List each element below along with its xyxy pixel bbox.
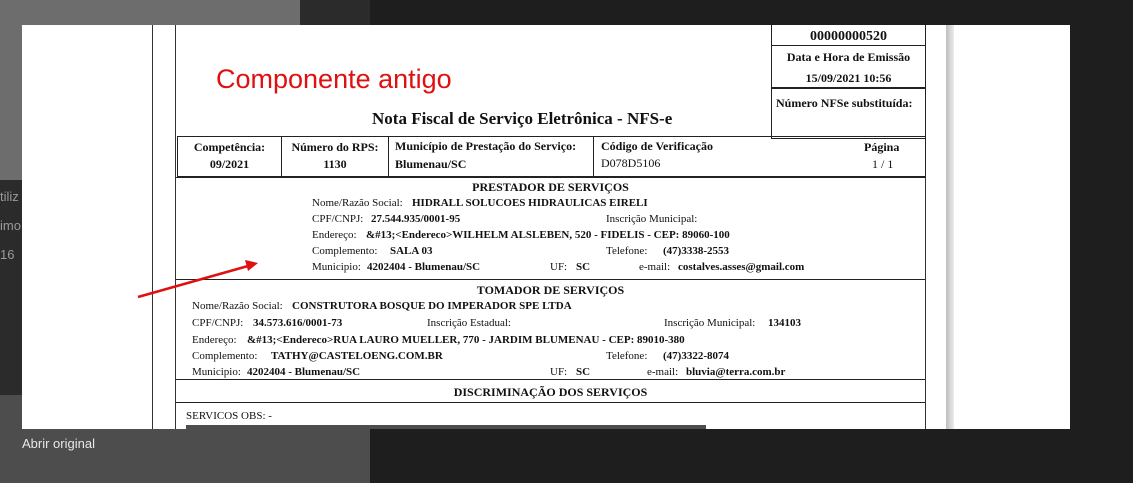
prestador-municipio-label: Municipio:: [312, 261, 361, 273]
tomador-email-label: e-mail:: [647, 366, 679, 378]
background-side-text: tiliz imo 16: [0, 189, 21, 262]
servicos-obs: SERVICOS OBS: -: [186, 410, 272, 422]
tomador-telefone-label: Telefone:: [606, 350, 648, 362]
emission-date-label: Data e Hora de Emissão: [786, 50, 911, 64]
prestador-municipio-value: 4202404 - Blumenau/SC: [367, 261, 481, 273]
tomador-email-value: bluvia@terra.com.br: [686, 366, 786, 378]
municipio-prestacao-value: Blumenau/SC: [395, 157, 467, 171]
codigo-verificacao-value: D078D5106: [601, 156, 661, 170]
municipio-prestacao-label: Município de Prestação do Serviço:: [395, 139, 577, 153]
emission-date-value: 15/09/2021 10:56: [805, 71, 892, 85]
open-original-link[interactable]: Abrir original: [22, 436, 95, 451]
annotation-label: Componente antigo: [216, 64, 452, 94]
prestador-telefone-value: (47)3338-2553: [663, 245, 729, 257]
tomador-complemento-label: Complemento:: [192, 350, 258, 362]
tomador-complemento-value: TATHY@CASTELOENG.COM.BR: [271, 350, 443, 362]
tomador-im-value: 134103: [768, 317, 801, 329]
tomador-municipio-label: Municipio:: [192, 366, 241, 378]
prestador-nome-value: HIDRALL SOLUCOES HIDRAULICAS EIRELI: [412, 197, 648, 209]
prestador-nome-label: Nome/Razão Social:: [312, 197, 403, 209]
tomador-ie-label: Inscrição Estadual:: [427, 317, 511, 329]
invoice-title: Nota Fiscal de Serviço Eletrônica - NFS-e: [372, 109, 673, 128]
tomador-nome-value: CONSTRUTORA BOSQUE DO IMPERADOR SPE LTDA: [292, 300, 572, 312]
prestador-uf-value: SC: [576, 261, 591, 273]
prestador-cpf-label: CPF/CNPJ:: [312, 213, 364, 225]
competencia-label: Competência:: [193, 140, 266, 154]
tomador-uf-label: UF:: [550, 366, 568, 378]
tomador-im-label: Inscrição Municipal:: [664, 317, 756, 329]
tomador-endereco-value: &#13;<Endereco>RUA LAURO MUELLER, 770 - JARDIM BLUMENAU - CEP: 89010-380: [247, 334, 685, 346]
pagina-label: Página: [864, 140, 900, 154]
tomador-cpf-value: 34.573.616/0001-73: [253, 317, 343, 329]
rps-value: 1130: [323, 157, 347, 171]
tomador-uf-value: SC: [576, 366, 591, 378]
prestador-endereco-value: &#13;<Endereco>WILHELM ALSLEBEN, 520 - FIDELIS - CEP: 89060-100: [366, 229, 730, 241]
tomador-telefone-value: (47)3322-8074: [663, 350, 729, 362]
prestador-complemento-label: Complemento:: [312, 245, 378, 257]
rps-label: Número do RPS:: [291, 140, 379, 154]
prestador-cpf-value: 27.544.935/0001-95: [371, 213, 461, 225]
prestador-endereco-label: Endereço:: [312, 229, 357, 241]
prestador-telefone-label: Telefone:: [606, 245, 648, 257]
prestador-complemento-value: SALA 03: [390, 245, 433, 257]
prestador-uf-label: UF:: [550, 261, 568, 273]
tomador-municipio-value: 4202404 - Blumenau/SC: [247, 366, 361, 378]
tomador-endereco-label: Endereço:: [192, 334, 237, 346]
discriminacao-title: DISCRIMINAÇÃO DOS SERVIÇOS: [453, 385, 648, 399]
replaced-label: Número NFSe substituída:: [776, 96, 913, 110]
tomador-cpf-label: CPF/CNPJ:: [192, 317, 244, 329]
codigo-verificacao-label: Código de Verificação: [601, 139, 713, 153]
prestador-title: PRESTADOR DE SERVIÇOS: [472, 180, 629, 194]
tomador-nome-label: Nome/Razão Social:: [192, 300, 283, 312]
competencia-value: 09/2021: [209, 157, 250, 171]
prestador-email-label: e-mail:: [639, 261, 671, 273]
prestador-im-label: Inscrição Municipal:: [606, 213, 698, 225]
invoice-number: 00000000520: [810, 29, 887, 44]
pagina-value: 1 / 1: [872, 157, 894, 171]
tomador-title: TOMADOR DE SERVIÇOS: [476, 283, 625, 297]
prestador-email-value: costalves.asses@gmail.com: [678, 261, 805, 273]
